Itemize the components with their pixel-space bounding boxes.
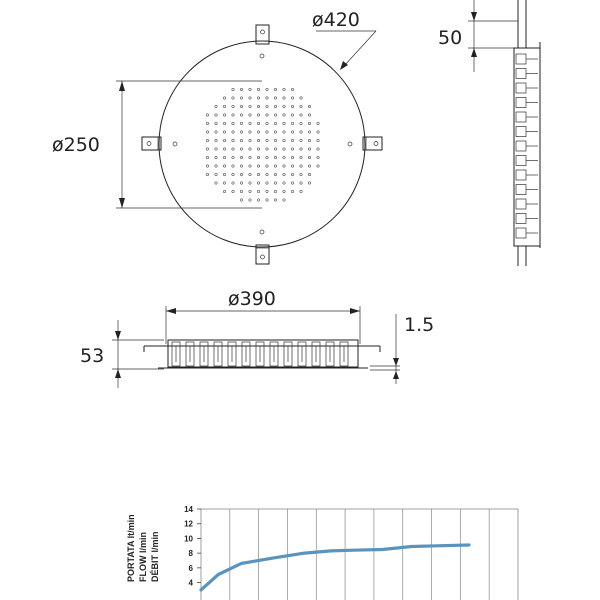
nozzle-dot [206,139,208,141]
nozzle-dot [249,199,251,201]
chart-y-tick-label: 8 [188,549,193,559]
nozzle-dot [240,122,242,124]
nozzle-dot [283,88,285,90]
nozzle-dot [240,173,242,175]
side-fin [516,228,526,238]
nozzle-dot [283,148,285,150]
nozzle-dot [300,131,302,133]
chart-grid [201,509,518,600]
nozzle-dot [291,139,293,141]
nozzle-dot [266,88,268,90]
nozzle-dot [257,122,259,124]
side-fin [516,54,526,64]
nozzle-dot [266,114,268,116]
nozzle-dot [223,173,225,175]
nozzle-dot [223,122,225,124]
nozzle-dot [232,122,234,124]
nozzle-dot [266,148,268,150]
nozzle-dot [223,182,225,184]
nozzle-dot [215,122,217,124]
nozzle-dot [308,148,310,150]
mounting-tab-left [142,137,161,150]
nozzle-dot [257,97,259,99]
nozzle-dot [274,148,276,150]
nozzle-dot [300,122,302,124]
nozzle-dot [215,156,217,158]
nozzle-dot [257,190,259,192]
chart-ylabel-flow: FLOW l/min [138,532,148,582]
mounting-tab-right [363,137,382,150]
nozzle-dot [317,131,319,133]
nozzle-dot [274,105,276,107]
nozzle-dot [291,131,293,133]
nozzle-dot [274,122,276,124]
nozzle-dot [232,165,234,167]
nozzle-dot [223,97,225,99]
nozzle-dot [291,173,293,175]
nozzle-dot [300,139,302,141]
nozzle-dot [274,88,276,90]
nozzle-dot [223,105,225,107]
chart-y-tick-label: 12 [184,519,193,529]
side-fin [516,83,526,93]
nozzle-dot [232,131,234,133]
nozzle-dot [317,148,319,150]
side-fin [516,141,526,151]
nozzle-dot [283,105,285,107]
nozzle-dot [206,148,208,150]
nozzle-dot [300,173,302,175]
nozzle-dot [300,182,302,184]
dimension-inner-diameter [52,81,262,208]
nozzle-dot [223,165,225,167]
nozzle-dot [232,148,234,150]
nozzle-dot [291,156,293,158]
nozzle-dot [283,173,285,175]
chart-plot-frame [201,509,518,600]
side-fin [516,156,526,166]
chart-y-tick-label: 4 [188,578,193,588]
side-fin [516,199,526,209]
nozzle-dot [274,199,276,201]
nozzle-dot [249,122,251,124]
nozzle-dot [291,105,293,107]
nozzle-dot [240,139,242,141]
nozzle-dot [257,148,259,150]
nozzle-dot [249,156,251,158]
nozzle-dot [240,156,242,158]
side-fin [516,127,526,137]
front-width-label: ø390 [228,288,276,310]
nozzle-dot [232,105,234,107]
nozzle-dot [300,148,302,150]
front-height-label: 53 [80,345,105,367]
nozzle-dot [240,97,242,99]
nozzle-dot [291,114,293,116]
nozzle-dot [274,114,276,116]
nozzle-dot [283,114,285,116]
nozzle-dot [274,173,276,175]
nozzle-dot [274,165,276,167]
nozzle-dot [283,165,285,167]
nozzle-dot [266,156,268,158]
nozzle-dot [300,156,302,158]
nozzle-dot [308,139,310,141]
nozzle-dot [266,131,268,133]
front-thickness-label: 1.5 [404,314,435,336]
side-fin [516,214,526,224]
flow-chart [126,505,518,600]
nozzle-dot [274,97,276,99]
nozzle-dot [291,88,293,90]
side-fin [516,69,526,79]
nozzle-dot [317,139,319,141]
nozzle-dot [206,131,208,133]
nozzle-dot [240,88,242,90]
nozzle-dot [283,131,285,133]
nozzle-dot [249,97,251,99]
nozzle-dot [283,190,285,192]
side-view [438,0,540,266]
nozzle-dot [257,139,259,141]
chart-series-line [201,545,469,590]
nozzle-dot [291,148,293,150]
side-fin [516,185,526,195]
nozzle-dot [317,122,319,124]
nozzle-dot [283,156,285,158]
nozzle-dot [249,190,251,192]
nozzle-dot [232,190,234,192]
nozzle-dot [249,88,251,90]
outer-diameter-label: ø420 [312,9,360,31]
nozzle-dot [274,139,276,141]
nozzle-dot [266,173,268,175]
nozzle-dot [240,182,242,184]
nozzle-dot [249,105,251,107]
chart-ylabel-debit: DÉBIT l/min [150,531,160,582]
front-view [80,288,434,388]
nozzle-dot [291,165,293,167]
nozzle-dot [257,156,259,158]
nozzle-dot [283,199,285,201]
nozzle-dot [266,139,268,141]
nozzle-dot [274,131,276,133]
nozzle-dot [283,139,285,141]
nozzle-dot [317,165,319,167]
nozzle-dot [257,173,259,175]
nozzle-dot [308,131,310,133]
nozzle-dot [240,190,242,192]
nozzle-dot [206,156,208,158]
nozzle-dot [257,165,259,167]
nozzle-dot [266,199,268,201]
nozzle-dot [215,148,217,150]
nozzle-dot [215,105,217,107]
nozzle-dot [257,105,259,107]
mounting-tab-top [256,25,269,44]
nozzle-dot [291,97,293,99]
nozzle-dot [215,182,217,184]
nozzle-dot [283,97,285,99]
nozzle-dot [266,97,268,99]
nozzle-dot [232,173,234,175]
chart-y-tick-label: 10 [184,534,193,544]
nozzle-dot [300,97,302,99]
nozzle-dot [308,182,310,184]
nozzle-dot [274,182,276,184]
nozzle-dot [249,165,251,167]
nozzle-dot [257,182,259,184]
chart-y-tick-label: 14 [184,505,193,514]
nozzle-dot [308,156,310,158]
nozzle-dot [232,114,234,116]
nozzle-dot [223,156,225,158]
nozzle-dot [215,131,217,133]
mounting-tab-bottom [256,245,269,264]
nozzle-dot [257,114,259,116]
nozzle-dot [249,173,251,175]
nozzle-dot [206,165,208,167]
nozzle-dot [249,114,251,116]
nozzle-dot [300,190,302,192]
side-height-label: 50 [438,27,463,49]
nozzle-dot [308,122,310,124]
nozzle-dot [291,122,293,124]
nozzle-dot [266,190,268,192]
nozzle-dot [308,114,310,116]
nozzle-dot [232,156,234,158]
nozzle-dot [266,122,268,124]
nozzle-dot [274,190,276,192]
nozzle-dot [274,156,276,158]
top-view [52,9,382,264]
side-fin [516,112,526,122]
dimension-outer-diameter [312,9,376,70]
nozzle-dot [232,97,234,99]
inner-diameter-label: ø250 [52,134,100,156]
nozzle-dot [215,114,217,116]
nozzle-dot [266,165,268,167]
nozzle-dot [215,165,217,167]
nozzle-dot [223,131,225,133]
nozzle-dot [300,114,302,116]
nozzle-dot [257,88,259,90]
chart-y-ticks [184,505,201,588]
nozzle-dot [308,105,310,107]
nozzle-dot [249,139,251,141]
nozzle-dot [240,148,242,150]
chart-y-tick-label: 6 [188,563,193,573]
chart-ylabel-portata: PORTATA lt/min [126,514,136,582]
chart-flow-line [201,545,469,590]
nozzle-dot [249,182,251,184]
side-fin [516,98,526,108]
nozzle-dot [206,122,208,124]
nozzle-dot [317,156,319,158]
nozzle-dot [283,122,285,124]
nozzle-dot [232,139,234,141]
nozzle-dot [266,105,268,107]
nozzle-pattern [206,88,319,201]
chart-y-axis-labels [126,514,160,582]
nozzle-dot [249,148,251,150]
nozzle-dot [240,114,242,116]
nozzle-dot [240,105,242,107]
nozzle-dot [232,88,234,90]
nozzle-dot [308,165,310,167]
nozzle-dot [206,173,208,175]
nozzle-dot [291,190,293,192]
nozzle-dot [308,173,310,175]
nozzle-dot [206,114,208,116]
nozzle-dot [249,131,251,133]
nozzle-dot [232,182,234,184]
side-cooling-fins [516,54,538,238]
nozzle-dot [266,182,268,184]
nozzle-dot [257,131,259,133]
nozzle-dot [240,199,242,201]
nozzle-dot [215,173,217,175]
nozzle-dot [240,131,242,133]
nozzle-dot [283,182,285,184]
nozzle-dot [223,190,225,192]
nozzle-dot [215,139,217,141]
nozzle-dot [291,182,293,184]
nozzle-dot [257,199,259,201]
nozzle-dot [223,148,225,150]
nozzle-dot [240,165,242,167]
shower-head-outline [159,41,365,247]
nozzle-dot [223,139,225,141]
nozzle-dot [300,165,302,167]
nozzle-dot [223,114,225,116]
side-fin [516,170,526,180]
nozzle-dot [300,105,302,107]
